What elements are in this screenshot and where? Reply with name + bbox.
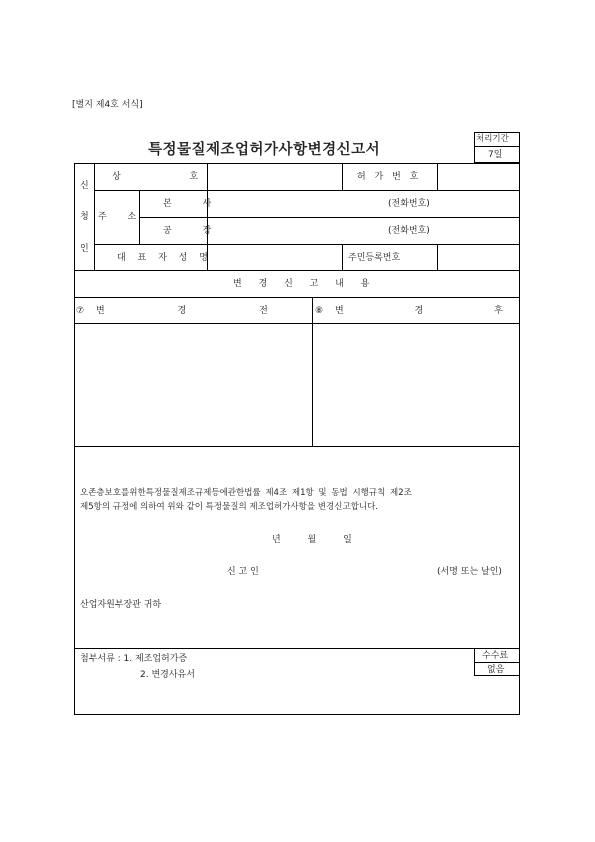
reporter-label: 신 고 인 xyxy=(227,567,259,577)
after-content-area xyxy=(313,324,519,445)
before-content-area xyxy=(75,324,311,445)
attachments-label: 첨부서류 : 1. 제조업허가증 xyxy=(80,654,188,664)
signature-label: (서명 또는 날인) xyxy=(437,567,502,577)
applicant-side-label-1: 신 xyxy=(80,181,89,191)
report-date: 년 월 일 xyxy=(272,535,352,545)
fee-value: 없음 xyxy=(487,665,505,675)
resident-number-label: 주민등록번호 xyxy=(348,253,401,263)
after-number: ⑧ xyxy=(315,306,324,316)
processing-period-value: 7일 xyxy=(488,150,503,160)
license-number-field xyxy=(438,164,519,189)
factory-phone-label: (전화번호) xyxy=(388,226,430,236)
recipient: 산업자원부장관 귀하 xyxy=(80,600,162,610)
license-number-label: 허 가 번 호 xyxy=(357,172,419,182)
before-label: 변 경 전 xyxy=(96,306,268,316)
trade-name-label: 상 호 xyxy=(112,172,199,182)
head-office-label: 본 사 xyxy=(163,199,212,209)
address-label: 주 소 xyxy=(98,212,137,222)
after-label: 변 경 후 xyxy=(335,306,503,316)
declaration-line-2: 제5항의 규정에 의하여 위와 같이 특정물질의 제조업허가사항을 변경신고합니다. xyxy=(80,502,378,512)
form-number: [별지 제4호 서식] xyxy=(72,100,143,110)
processing-period-label: 처리기간 xyxy=(476,134,509,144)
factory-label: 공 장 xyxy=(163,226,212,236)
representative-label: 대 표 자 성 명 xyxy=(117,253,208,263)
trade-name-field xyxy=(208,164,341,189)
attachment-item-2: 2. 변경사유서 xyxy=(140,670,195,680)
change-section-title: 변 경 신 고 내 용 xyxy=(233,279,370,289)
fee-label: 수수료 xyxy=(482,651,509,661)
declaration-line-1: 오존층보호를위한특정물질제조규제등에관한법률 제4조 제1항 및 동법 시행규칙 제2조 xyxy=(80,488,412,498)
before-number: ⑦ xyxy=(76,306,85,316)
page-title: 특정물질제조업허가사항변경신고서 xyxy=(148,142,381,158)
head-office-phone-label: (전화번호) xyxy=(388,199,430,209)
applicant-side-label-3: 인 xyxy=(80,244,89,254)
applicant-side-label-2: 청 xyxy=(80,212,89,222)
